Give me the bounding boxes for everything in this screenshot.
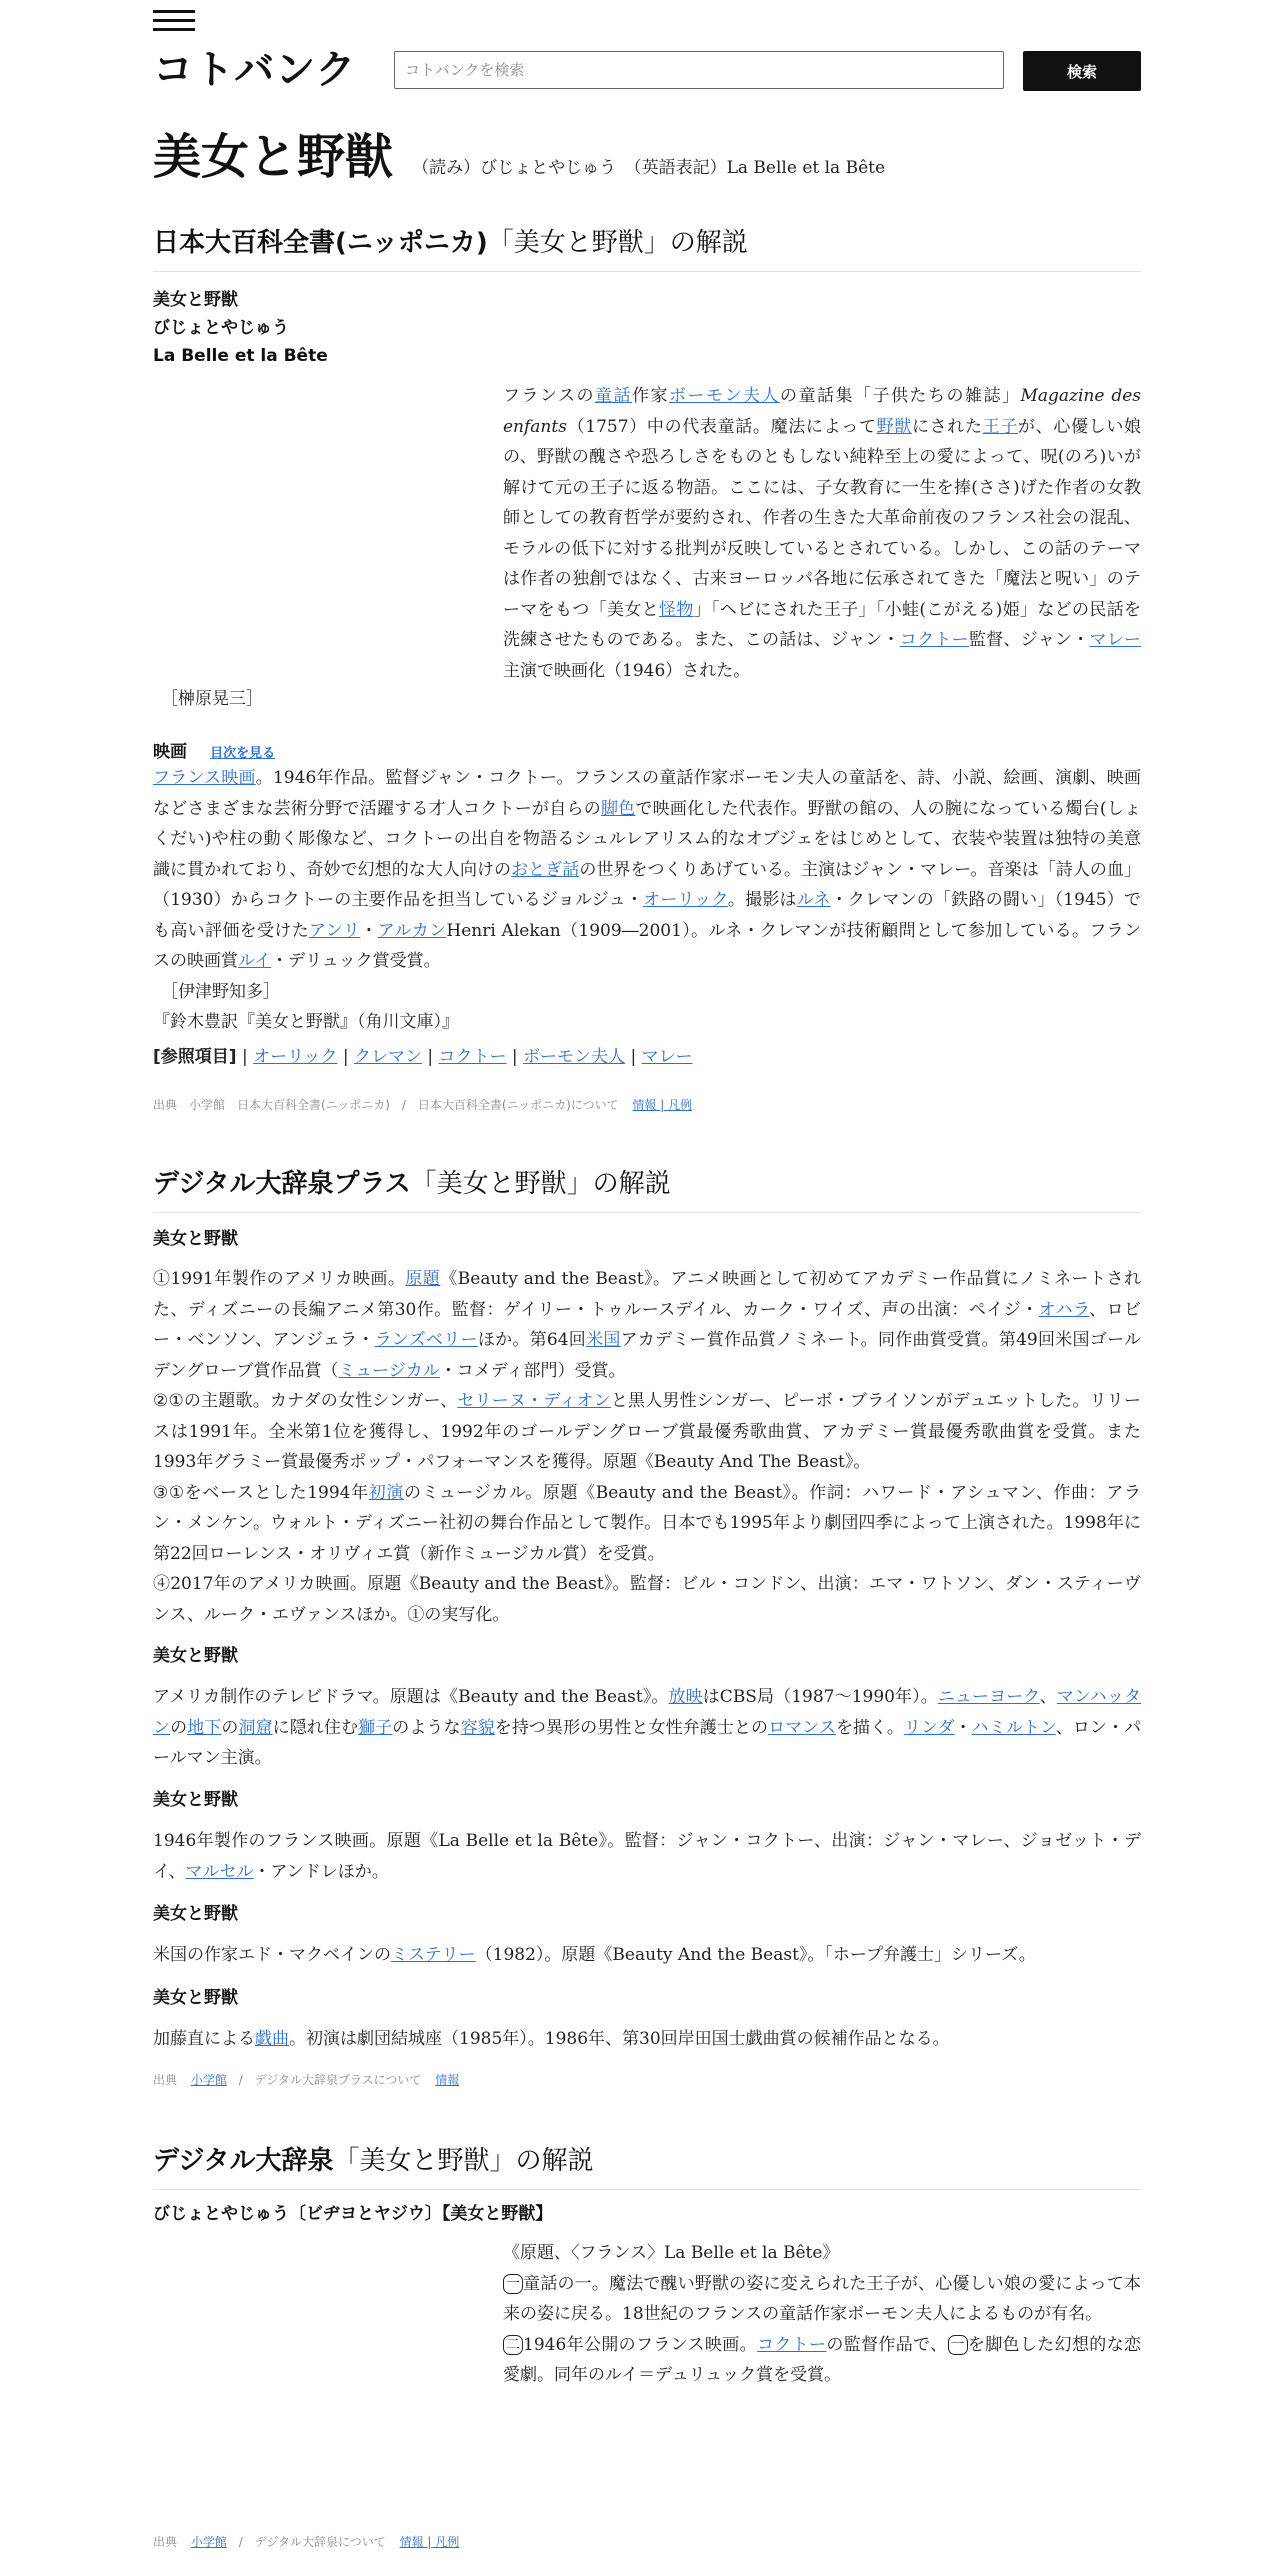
source-line: 出典 小学館 / デジタル大辞泉プラスについて 情報 xyxy=(153,2073,460,2087)
link[interactable]: ルネ xyxy=(796,890,831,910)
ref-link[interactable]: オーリック xyxy=(253,1047,338,1067)
headword: 美女と野獣 xyxy=(153,1790,238,1810)
headword: 美女と野獣 xyxy=(153,1646,238,1666)
definition-text: アメリカ制作のテレビドラマ。原題は《Beauty and the Beast》。放映はCBS局（1987～1990年）。ニューヨーク、マンハッタンの地下の洞窟に隠れ住む獅子のような容貌を持つ異形の男性と女性弁護士とのロマンスを描く。リンダ・ハミルトン、ロン・パールマン主演。 xyxy=(153,1687,1142,1768)
source-link[interactable]: 小学館 xyxy=(190,2073,227,2087)
toc-link[interactable]: 目次を見る xyxy=(210,746,276,761)
link[interactable]: リンダ xyxy=(903,1717,955,1738)
link[interactable]: オハラ xyxy=(1038,1299,1090,1320)
section-heading-daijisen-plus: デジタル大辞泉プラス「美女と野獣」の解説 xyxy=(153,1163,1141,1213)
link[interactable]: コクトー xyxy=(756,2334,827,2355)
link[interactable]: 野獣 xyxy=(876,416,912,437)
link[interactable]: 洞窟 xyxy=(238,1717,273,1738)
definition-text: 加藤直による戯曲。初演は劇団結城座（1985年）。1986年、第30回岸田国士戯曲賞の候補作品となる。 xyxy=(153,2029,950,2049)
link[interactable]: ボーモン夫人 xyxy=(668,386,780,406)
search-button[interactable]: 検索 xyxy=(1023,51,1141,91)
link[interactable]: 戯曲 xyxy=(255,2029,289,2049)
link[interactable]: 獅子 xyxy=(358,1717,393,1738)
headword: 美女と野獣 xyxy=(153,1904,238,1924)
film-subheading: 映画 目次を見る xyxy=(153,742,276,762)
source-link[interactable]: 小学館 xyxy=(190,2535,227,2549)
link[interactable]: 王子 xyxy=(982,416,1018,437)
link[interactable]: ランズベリー xyxy=(374,1330,478,1350)
film-text: フランス映画。1946年作品。監督ジャン・コクトー。フランスの童話作家ボーモン夫人の童話を、詩、小説、絵画、演劇、映画などさまざまな芸術分野で活躍する才人コクトーが自らの脚色で映画化した代表作。野獣の館の、人の腕になっている燭台(しょくだい)や柱の動く彫像など、コクトーの出自を物語るシュルレアリスム的なオブジェをはじめとして、衣装や装置は独特の美意識に貫かれており、奇妙で幻想的な大人向けのおとぎ話の世界をつくりあげている。主演はジャン・マレー。音楽は「詩人の血」（1930）からコクトーの主要作品を担当しているジョルジュ・オーリック。撮影はルネ・クレマンの「鉄路の闘い」（1945）でも高い評価を受けたアンリ・アルカンHenri Alekan（1909―2001）。ルネ・クレマンが技術顧問として参加している。フランスの映画賞ルイ・デリュック賞受賞。 xyxy=(153,768,1142,971)
link[interactable]: 放映 xyxy=(668,1687,703,1707)
author-credit: ［榊原晃三］ xyxy=(161,689,263,709)
section-heading-daijisen: デジタル大辞泉「美女と野獣」の解説 xyxy=(153,2140,1141,2190)
definition-text: 1946年製作のフランス映画。原題《La Belle et la Bête》。監督：ジャン・コクトー、出演：ジャン・マレー、ジョゼット・デイ、マルセル・アンドレほか。 xyxy=(153,1831,1141,1882)
link[interactable]: オーリック xyxy=(643,890,728,910)
logo[interactable]: コトバンク xyxy=(153,47,357,93)
ref-link[interactable]: クレマン xyxy=(353,1047,422,1067)
reference-book: 『鈴木豊訳『美女と野獣』（角川文庫）』 xyxy=(153,1012,459,1032)
link[interactable]: おとぎ話 xyxy=(511,859,580,880)
source-link[interactable]: 情報 | 凡例 xyxy=(399,2535,460,2549)
link[interactable]: セリーヌ・ディオン xyxy=(457,1391,611,1411)
source-line: 出典 小学館 / デジタル大辞泉について 情報 | 凡例 xyxy=(153,2535,460,2549)
section-heading-nipponica: 日本大百科全書(ニッポニカ)「美女と野獣」の解説 xyxy=(153,222,1141,272)
link[interactable]: 怪物 xyxy=(659,599,694,620)
link[interactable]: コクトー xyxy=(899,630,969,650)
link[interactable]: 米国 xyxy=(586,1330,621,1350)
headword: 美女と野獣 xyxy=(153,1229,238,1249)
link[interactable]: 脚色 xyxy=(600,798,636,819)
headword: びじょとやじゅう〔ビヂヨとヤジウ〕【美女と野獣】 xyxy=(153,2204,553,2224)
entry-title-row xyxy=(153,118,885,187)
entry-reading: （読み）びじょとやじゅう （英語表記）La Belle et la Bête xyxy=(412,158,886,178)
search-input[interactable] xyxy=(394,51,1004,89)
source-line: 出典 小学館 日本大百科全書(ニッポニカ) / 日本大百科全書(ニッポニカ)について 情報 | 凡例 xyxy=(153,1098,693,1112)
menu-icon[interactable] xyxy=(153,10,195,32)
ref-link[interactable]: ボーモン夫人 xyxy=(523,1047,626,1067)
source-link[interactable]: 情報 xyxy=(435,2073,460,2087)
ref-link[interactable]: マレー xyxy=(641,1047,693,1067)
link[interactable]: ニューヨーク xyxy=(937,1687,1040,1707)
headword: 美女と野獣 xyxy=(153,1988,238,2008)
definition-text: 《原題、〈フランス〉La Belle et la Bête》 一 童話の一。魔法で醜い野獣の姿に変えられた王子が、心優しい娘の愛によって本来の姿に戻る。18世紀のフランスの童話作家ボーモン夫人によるものが有名。 二 1946年公開のフランス映画。コクトーの監督作品で、 一 を脚色した幻想的な恋愛劇。同年のルイ＝デュリュック賞を受賞。 xyxy=(503,2243,1142,2385)
author-credit: ［伊津野知多］ xyxy=(161,982,280,1002)
link[interactable]: ミュージカル xyxy=(338,1360,440,1381)
link[interactable]: 地下 xyxy=(187,1717,222,1738)
link[interactable]: アルカン xyxy=(377,920,447,941)
link[interactable]: 容貌 xyxy=(460,1717,495,1738)
link[interactable]: ロマンス xyxy=(768,1717,836,1738)
link[interactable]: 童話 xyxy=(594,386,632,406)
link[interactable]: ハミルトン xyxy=(971,1717,1056,1738)
link[interactable]: 初演 xyxy=(368,1482,404,1503)
link[interactable]: マレー xyxy=(1089,630,1141,650)
nipponica-text: フランスの童話作家ボーモン夫人の童話集「子供たちの雑誌」Magazine des enfants（1757）中の代表童話。魔法によって野獣にされた王子が、心優しい娘の、野獣の醜さや恐ろしさをものともしない純粋至上の愛によって、呪(のろ)いが解けて元の王子に返る物語。ここには、子女教育に一生を捧(ささ)げた作者の女教師としての教育哲学が要約され、作者の生きた大革命前夜のフランス社会の混乱、モラルの低下に対する批判が反映しているとされている。しかし、この話のテーマは作者の独創ではなく、古来ヨーロッパ各地に伝承されてきた「魔法と呪い」のテーマをもつ「美女と怪物」「ヘビにされた王子」「小蛙(こがえる)姫」などの民話を洗練させたものである。また、この話は、ジャン・コクトー監督、ジャン・マレー主演で映画化（1946）された。 xyxy=(503,386,1142,681)
headword-block: 美女と野獣 びじょとやじゅう La Belle et la Bête xyxy=(153,290,328,366)
link[interactable]: マルセル xyxy=(185,1861,254,1882)
definition-text: ①1991年製作のアメリカ映画。原題《Beauty and the Beast》。アニメ映画として初めてアカデミー作品賞にノミネートされた、ディズニーの長編アニメ第30作。監督：ゲイリー・トゥルースデイル、カーク・ワイズ、声の出演：ペイジ・オハラ、ロビー・ベンソン、アンジェラ・ランズベリーほか。第64回米国アカデミー賞作品賞ノミネート。同作曲賞受賞。第49回米国ゴールデングローブ賞作品賞（ミュージカル・コメディ部門）受賞。 ②①の主題歌。カナダの女性シンガー、セリーヌ・ディオンと黒人男性シンガー、ピーボ・ブライソンがデュエットした。リリースは1991年。全米第1位を獲得し、1992年のゴールデングローブ賞最優秀歌曲賞、アカデミー賞最優秀歌曲賞を受賞。また1993年グラミー賞最優秀ポップ・パフォーマンスを獲得。原題《Beauty And The Beast》。 ③①をベースとした1994年初演のミュージカル。原題《Beauty and the Beast》。作詞：ハワード・アシュマン、作曲：アラン・メンケン。ウォルト・ディズニー社初の舞台作品として製作。日本でも1995年より劇団四季によって上演された。1998年に第22回ローレンス・オリヴィエ賞（新作ミュージカル賞）を受賞。 ④2017年のアメリカ映画。原題《Beauty and the Beast》。監督：ビル・コンドン、出演：エマ・ワトソン、ダン・スティーヴンス、ルーク・エヴァンスほか。①の実写化。 xyxy=(153,1269,1142,1625)
ref-link[interactable]: コクトー xyxy=(438,1047,507,1067)
link[interactable]: 原題 xyxy=(405,1269,441,1289)
source-link[interactable]: 情報 | 凡例 xyxy=(632,1098,693,1112)
link[interactable]: アンリ xyxy=(309,920,361,941)
link[interactable]: ミステリー xyxy=(391,1945,476,1965)
link[interactable]: マンハッタン xyxy=(153,1687,1141,1738)
link[interactable]: ルイ xyxy=(238,951,272,971)
link[interactable]: フランス映画 xyxy=(153,768,256,788)
page-title: 美女と野獣 xyxy=(153,129,394,185)
reference-items: [参照項目] | オーリック | クレマン | コクトー | ボーモン夫人 | マレー xyxy=(153,1047,693,1067)
definition-text: 米国の作家エド・マクベインのミステリー（1982）。原題《Beauty And the Beast》。「ホープ弁護士」シリーズ。 xyxy=(153,1945,1036,1965)
